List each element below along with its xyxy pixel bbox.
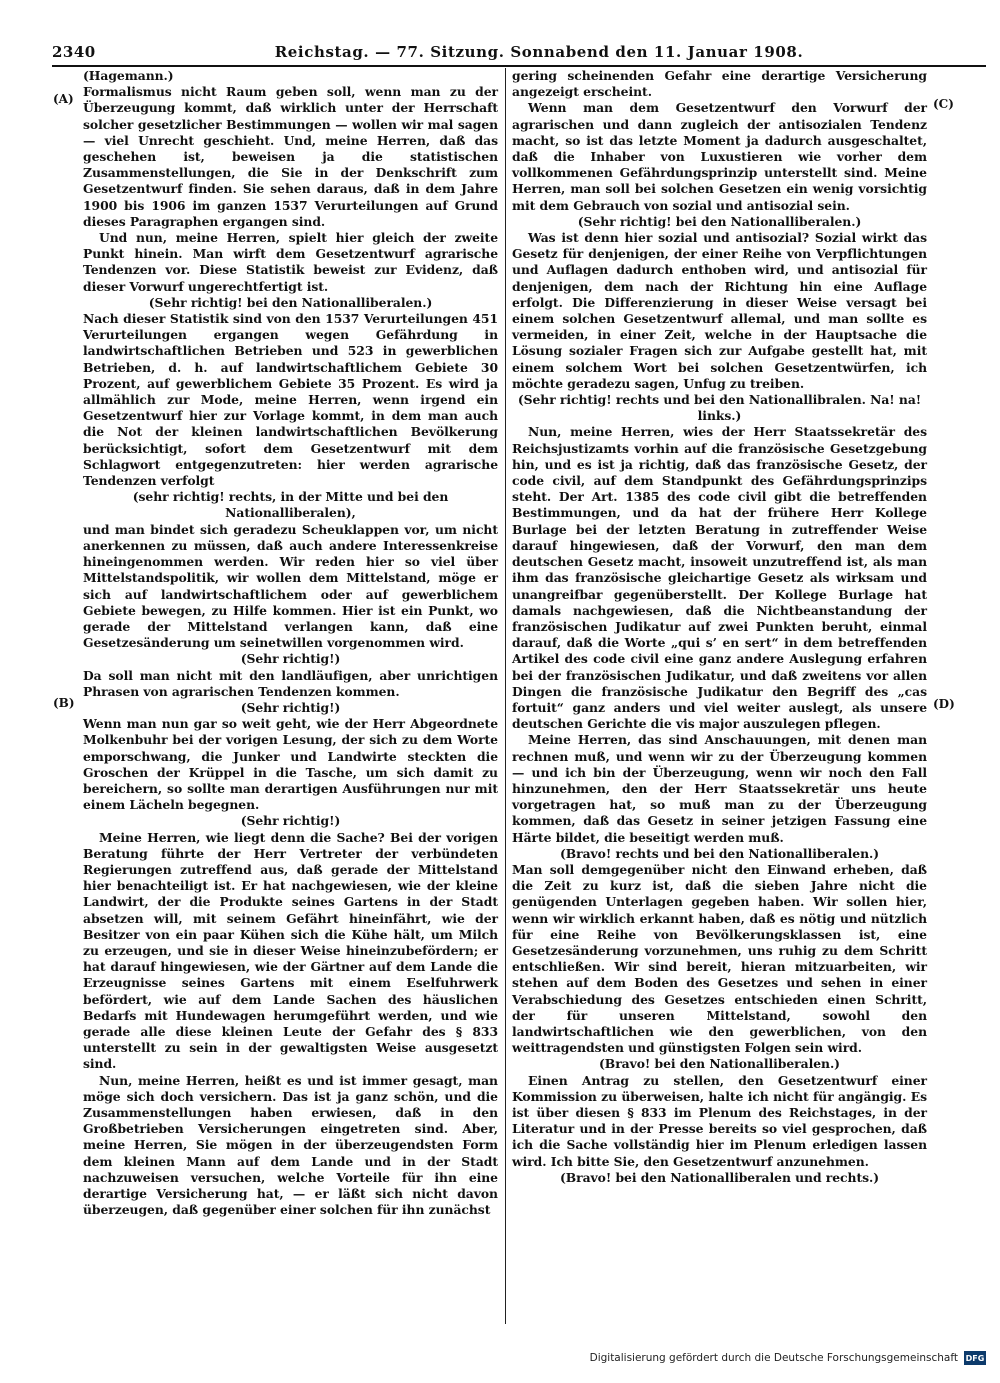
margin-marker-c: (C) <box>933 97 954 111</box>
margin-marker-d: (D) <box>933 697 955 711</box>
margin-marker-a: (A) <box>53 92 74 106</box>
left-column <box>83 68 498 1218</box>
paragraph: Meine Herren, das sind Anschauungen, mit denen man rechnen muß, und wenn wir zu der Überzeugung kommen — und ich bin der Überzeugung, wenn wir noch den Fall hinzunehmen, den der Herr Staatssekretär uns heute vorgetragen hat, so muß man zu der Überzeugung kommen, daß das Gesetz in seiner jetzigen Fassung eine Härte bildet, die beseitigt werden muß. <box>512 732 927 845</box>
paragraph: Was ist denn hier sozial und antisozial? Sozial wirkt das Gesetz für denjenigen, der einer Reihe von Verpflichtungen und Auflagen dadurch enthoben wird, und antisozial für denjenigen, dem nach der Richtung hin eine Auflage erfolgt. Die Differenzierung in dieser Weise versagt bei einem solchen Gesetzentwurf allemal, und man sollte es vermeiden, in einer Zeit, welche in der Hauptsache die Lösung sozialer Fragen sich zur Aufgabe gestellt hat, mit einem solchem Wort bei solchen Gesetzentwürfen, ich möchte geradezu sagen, Unfug zu treiben. <box>512 230 927 391</box>
page-number: 2340 <box>52 43 96 61</box>
paragraph: gering scheinenden Gefahr eine derartige Versicherung angezeigt erscheint. <box>512 68 927 100</box>
paragraph: Wenn man nun gar so weit geht, wie der Herr Abgeordnete Molkenbuhr bei der vorigen Lesung, der sich zu dem Worte emporschwang, die Junker und Landwirte steckten die Groschen der Krüppel in die Tasche, um sich damit zu bereichern, so sollte man derartigen Ausführungen nur mit einem Lächeln begegnen. <box>83 716 498 813</box>
running-head: Reichstag. — 77. Sitzung. Sonnabend den 11. Januar 1908. <box>274 43 804 61</box>
interjection: (Sehr richtig!) <box>240 651 341 667</box>
margin-marker-b: (B) <box>53 696 75 710</box>
interjection: (Bravo! rechts und bei den Nationalliberalen.) <box>559 845 880 861</box>
interjection: (sehr richtig! rechts, in der Mitte und bei den Nationalliberalen), <box>132 489 449 521</box>
interjection: (Bravo! bei den Nationalliberalen und rechts.) <box>559 1169 880 1185</box>
dfg-logo-icon: DFG <box>964 1351 986 1365</box>
interjection: (Sehr richtig! bei den Nationalliberalen.) <box>148 294 433 310</box>
paragraph: und man bindet sich geradezu Scheuklappen vor, um nicht anerkennen zu müssen, daß auch andere Interessenkreise hineingenommen werden. Wir reden hier so viel über Mittelstandspolitik, wir wollen dem Mittelstand, möge er sich auf landwirtschaftlichem oder auf gewerblichem Gebiete bewegen, zu Hilfe kommen. Hier ist ein Punkt, wo gerade der Mittelstand verlangen kann, daß eine Gesetzesänderung um seinetwillen vorgenommen wird. <box>83 521 498 651</box>
paragraph: Formalismus nicht Raum geben soll, wenn man zu der Überzeugung kommt, daß wirklich unter der Herrschaft solcher gesetzlicher Bestimmungen — wollen wir mal sagen — viel Unrecht geschieht. Und, meine Herren, daß das geschehen ist, beweisen ja die statistischen Zusammenstellungen, die Sie in der Denkschrift zum Gesetzentwurf finden. Sie sehen daraus, daß in dem Jahre 1900 bis 1906 im ganzen 1537 Verurteilungen auf Grund dieses Paragraphen ergangen sind. <box>83 84 498 229</box>
interjection: (Sehr richtig!) <box>240 699 341 715</box>
footer-credit: Digitalisierung gefördert durch die Deutsche Forschungsgemeinschaft <box>589 1352 958 1364</box>
header-rule <box>52 65 986 67</box>
interjection: (Sehr richtig! bei den Nationalliberalen.) <box>577 213 862 229</box>
page-header <box>52 43 986 65</box>
paragraph: Nach dieser Statistik sind von den 1537 Verurteilungen 451 Verurteilungen ergangen wegen Gefährdung in landwirtschaftlichen Betrieben und 523 in gewerblichen Betrieben, d. h. auf landwirtschaftlichem Gebiete 30 Prozent, auf gewerblichem Gebiete 35 Prozent. Es wird ja allmählich zur Mode, meine Herren, wenn irgend ein Gesetzentwurf hier zur Vorlage kommt, in dem man auch die Not der kleinen landwirtschaftlichen Bevölkerung berücksichtigt, sofort dem Gesetzentwurf mit dem Schlagwort entgegenzutreten: hier werden agrarische Tendenzen verfolgt <box>83 311 498 489</box>
paragraph: Meine Herren, wie liegt denn die Sache? Bei der vorigen Beratung führte der Herr Vertreter der verbündeten Regierungen zutreffend aus, daß gerade der Mittelstand hier benachteiligt ist. Er hat nachgewiesen, wie der kleine Landwirt, der die Produkte seines Gartens in der Stadt absetzen will, mit seinem Gefährt hineinfährt, wie der Besitzer von ein paar Kühen sich die Kühe hält, um Milch zu erzeugen, und sie in dieser Weise hineinzubefördern; er hat darauf hingewiesen, wie der Gärtner auf dem Lande die Erzeugnisse seines Gartens mit einem Eselfuhrwerk befördert, wie auf dem Lande Sachen des häuslichen Bedarfs mit Hundewagen herumgeführt werden, und wie gerade alle diese kleinen Leute der Gefahr des § 833 unterstellt zu sein in der gewaltigsten Weise ausgesetzt sind. <box>83 829 498 1072</box>
paragraph: Einen Antrag zu stellen, den Gesetzentwurf einer Kommission zu überweisen, halte ich nicht für angängig. Es ist über diesen § 833 im Plenum des Reichstages, in der Literatur und in der Presse bereits so viel gesprochen, daß ich die Sache vollständig hier im Plenum erledigen lassen wird. Ich bitte Sie, den Gesetzentwurf anzunehmen. <box>512 1072 927 1169</box>
paragraph: Und nun, meine Herren, spielt hier gleich der zweite Punkt hinein. Man wirft dem Gesetzentwurf agrarische Tendenzen vor. Diese Statistik beweist zur Evidenz, daß dieser Vorwurf ungerechtfertigt ist. <box>83 230 498 294</box>
column-divider <box>505 68 506 1324</box>
speaker-name: (Hagemann.) <box>83 68 174 83</box>
paragraph: Man soll demgegenüber nicht den Einwand erheben, daß die Zeit zu kurz ist, daß die sieben Jahre nicht die genügenden Unterlagen gegeben haben. Wir sollen hier, wenn wir wirklich erkannt haben, daß es nötig und nützlich für eine Reihe von Bevölkerungsklassen ist, eine Gesetzesänderung vorzunehmen, uns ruhig zu dem Schritt entschließen. Wir sind bereit, hieran mitzuarbeiten, wir stehen auf dem Boden des Gesetzes und sehen in einer Verabschiedung des Gesetzes entschieden einen Schritt, der für unseren Mittelstand, sowohl den landwirtschaftlichen wie den gewerblichen, von den weittragendsten und günstigsten Folgen sein wird. <box>512 861 927 1056</box>
footer <box>590 1351 986 1365</box>
paragraph: Nun, meine Herren, heißt es und ist immer gesagt, man möge sich doch versichern. Das ist ja ganz schön, und die Zusammenstellungen haben erwiesen, daß in den Großbetrieben Versicherungen eingetreten sind. Aber, meine Herren, Sie mögen in der überzeugendsten Form dem kleinen Mann auf dem Lande und in der Stadt nachzuweisen versuchen, welche Vorteile für ihn eine derartige Versicherung hat, — er läßt sich nicht davon überzeugen, daß gegenüber einer solchen für ihn zunächst <box>83 1072 498 1218</box>
interjection: (Bravo! bei den Nationalliberalen.) <box>599 1056 840 1072</box>
paragraph: Wenn man dem Gesetzentwurf den Vorwurf der agrarischen und dann zugleich der antisozialen Tendenz macht, so ist das letzte Moment ja dadurch ausgeschaltet, daß die Inhaber von Luxustieren wie vorher dem vollkommenen Gefährdungsprinzip unterstellt sind. Meine Herren, man soll bei solchen Gesetzen ein wenig vorsichtig mit dem Gebrauch von sozial und antisozial sein. <box>512 100 927 213</box>
interjection: (Sehr richtig!) <box>240 813 341 829</box>
paragraph: Da soll man nicht mit den landläufigen, aber unrichtigen Phrasen von agrarischen Tendenzen kommen. <box>83 667 498 699</box>
interjection: (Sehr richtig! rechts und bei den Nationallibralen. Na! na! links.) <box>517 392 922 424</box>
paragraph: Nun, meine Herren, wies der Herr Staatssekretär des Reichsjustizamts vorhin auf die französische Gesetzgebung hin, und es ist ja richtig, daß das französische Gesetz, der code civil, auf dem Standpunkt des Gefährdungsprinzips steht. Der Art. 1385 des code civil gibt die betreffenden Bestimmungen, und da hat der frühere Herr Kollege Burlage bei der letzten Beratung in zutreffender Weise darauf hingewiesen, daß der Vorwurf, den man dem deutschen Gesetz macht, insoweit unzutreffend ist, als man ihm das französische gleichartige Gesetz als wirksam und unangreifbar gegenüberstellt. Der Kollege Burlage hat damals nachgewiesen, daß die Nichtbeanstandung der französischen Judikatur auf zwei Punkten beruht, einmal darauf, daß die Worte „qui s’ en sert“ in dem betreffenden Artikel des code civil eine ganz andere Auslegung erfahren bei der französischen Judikatur, und daß zweitens vor allen Dingen die französische Judikatur den Begriff des „cas fortuit“ ganz anders und viel weiter auslegt, als unsere deutschen Gerichte die vis major auszulegen pflegen. <box>512 424 927 732</box>
right-column <box>512 68 927 1186</box>
